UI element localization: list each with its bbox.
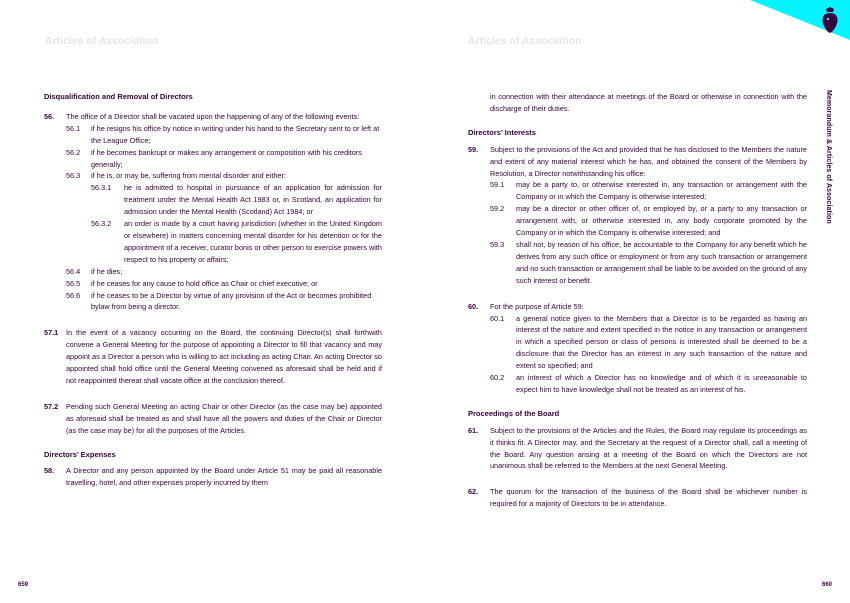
- article-57-1: [44, 327, 382, 387]
- clause-60-1: [468, 313, 807, 373]
- clause-number: 56.2: [66, 147, 81, 157]
- article-58: [44, 465, 382, 489]
- clause-56-2: [44, 147, 382, 171]
- section-heading: Disqualification and Removal of Directors: [44, 92, 193, 101]
- article-number: 60.: [468, 301, 479, 311]
- clause-number: 56.3.1: [91, 183, 112, 193]
- lion-logo-icon: [818, 6, 842, 34]
- article-number: 61.: [468, 425, 479, 435]
- clause-59-2: [468, 203, 807, 239]
- clause-text: he is admitted to hospital in pursuance of an application for admission for treatment under the Mental Health Act 1983 or, in Scotland, an application for admission under the Mental Health (Scotland) Act 1984; or: [124, 183, 382, 217]
- clause-56-5: [44, 278, 382, 290]
- clause-text: may be a director or other officer of, or employed by, or a party to any transaction or arrangement with, or otherwise interested in, any body corporate promoted by the Company or in which the Company is otherwise interested; and: [516, 204, 807, 238]
- clause-number: 60.2: [490, 373, 505, 383]
- article-text: For the purpose of Article 59:: [490, 301, 584, 311]
- article-62: [468, 486, 807, 510]
- article-text: A Director and any person appointed by the Board under Article 51 may be paid all reasonable travelling, hotel, and other expenses properly incurred by them: [66, 466, 382, 488]
- sidebar-title: Memorandum & Articles of Association: [825, 90, 832, 224]
- clause-56-1: [44, 123, 382, 147]
- clause-text: if he dies;: [91, 266, 123, 276]
- clause-56-3-2: [44, 218, 382, 266]
- left-column: [44, 91, 382, 489]
- clause-text: if he ceases to be a Director by virtue of any provision of the Act or becomes prohibited bylaw from being a director.: [91, 290, 372, 312]
- left-running-title: Articles of Association: [45, 35, 159, 47]
- article-number: 59.: [468, 144, 479, 154]
- clause-56-3-1: [44, 182, 382, 218]
- article-text: Subject to the provisions of the Act and provided that he has disclosed to the Members the nature and extent of any material interest which he has, and obtained the consent of the Members by Resolution, a Director notwithstanding his office:: [490, 144, 807, 178]
- clause-text: if he resigns his office by notice in writing under his hand to the Secretary sent to or left at the League Office;: [91, 123, 380, 145]
- clause-text: if he becomes bankrupt or makes any arrangement or composition with his creditors generally;: [91, 147, 362, 169]
- clause-text: if he is, or may be, suffering from mental disorder and either:: [91, 171, 286, 181]
- article-text: In the event of a vacancy occurring on the Board, the continuing Director(s) shall forthwith convene a General Meeting for the purpose of appointing a Director to fill that vacancy and may appoint as a Director a person who is willing to act including as acting Chair. An acting Director so appointed shall hold office until the General Meeting convened as aforesaid shall be held and if not reappointed thereat shall vacate office at the conclusion thereof.: [66, 328, 382, 385]
- clause-number: 56.4: [66, 266, 81, 276]
- clause-59-3: [468, 239, 807, 287]
- right-page-number: 660: [822, 582, 833, 588]
- clause-number: 56.6: [66, 290, 81, 300]
- clause-text: an interest of which a Director has no knowledge and of which it is unreasonable to expect him to have knowledge shall not be treated as an interest of his.: [516, 373, 807, 394]
- section-heading: Directors’ Interests: [468, 127, 536, 137]
- clause-number: 56.3: [66, 171, 81, 181]
- section-heading: Proceedings of the Board: [468, 408, 560, 418]
- clause-59-1: [468, 179, 807, 203]
- clause-text: if he ceases for any cause to hold office as Chair or chief executive; or: [91, 278, 318, 288]
- clause-number: 56.1: [66, 123, 81, 133]
- article-text: Subject to the provisions of the Articles and the Rules, the Board may regulate its proceedings as it thinks fit. A Director may, and the Secretary at the request of a Director shall, call a meeting of the Board. Any question arising at a meeting of the Board on which the Directors are not unanimous shall be referred to the Members at the next General Meeting.: [490, 425, 807, 471]
- article-58-continued: [468, 91, 807, 115]
- clause-number: 59.2: [490, 204, 505, 214]
- clause-text: may be a party to, or otherwise interested in, any transaction or arrangement with the Company or in which the Company is otherwise interested;: [516, 180, 807, 202]
- clause-text: shall not, by reason of his office, be accountable to the Company for any benefit which he derives from any such office or employment or from any such transaction or arrangement and no such transaction or arrangement shall be liable to be avoided on the ground of any such interest or benefit.: [516, 239, 807, 285]
- article-text: in connection with their attendance at meetings of the Board or otherwise in connection with the discharge of their duties.: [490, 92, 807, 113]
- clause-number: 59.3: [490, 239, 505, 249]
- section-heading: Directors’ Expenses: [44, 449, 116, 459]
- clause-56-3: [44, 170, 382, 182]
- clause-number: 56.5: [66, 278, 81, 288]
- article-text: Pending such General Meeting an acting Chair or other Director (as the case may be) appointed as aforesaid shall be treated as and shall have all the powers and duties of the Chair or Director (as the case may be) for all the purposes of the Articles.: [66, 401, 382, 435]
- clause-number: 59.1: [490, 180, 505, 190]
- article-number: 56.: [44, 111, 55, 121]
- article-61: [468, 425, 807, 473]
- clause-number: 60.1: [490, 313, 505, 323]
- article-60: [468, 301, 807, 313]
- article-text: The quorum for the transaction of the business of the Board shall be whichever number is required for a majority of Directors to be in attendance.: [490, 487, 807, 509]
- article-number: 62.: [468, 487, 479, 497]
- article-59: [468, 144, 807, 180]
- article-number: 58.: [44, 466, 55, 476]
- clause-text: an order is made by a court having jurisdiction (whether in the United Kingdom or elsewhere) in matters concerning mental disorder for his detention or for the appointment of a receiver, curator bonis or other person to exercise powers with respect to his property or affairs;: [124, 219, 382, 264]
- clause-56-6: [44, 290, 382, 314]
- article-number: 57.2: [44, 401, 59, 411]
- article-57-2: [44, 401, 382, 437]
- right-running-title: Articles of Association: [468, 35, 582, 47]
- left-page-number: 659: [18, 582, 29, 588]
- article-text: The office of a Director shall be vacated upon the happening of any of the following events:: [66, 111, 360, 121]
- clause-number: 56.3.2: [91, 219, 112, 229]
- right-column: [468, 91, 807, 510]
- article-56: [44, 111, 382, 123]
- article-number: 57.1: [44, 328, 59, 338]
- clause-60-2: [468, 372, 807, 396]
- clause-text: a general notice given to the Members that a Director is to be regarded as having an interest of the nature and extent specified in the notice in any transaction or arrangement in which a specified person or class of persons is interested shall be deemed to be a disclosure that the Director has an interest in any such transaction of the nature and extent so specified; and: [516, 313, 807, 371]
- clause-56-4: [44, 266, 382, 278]
